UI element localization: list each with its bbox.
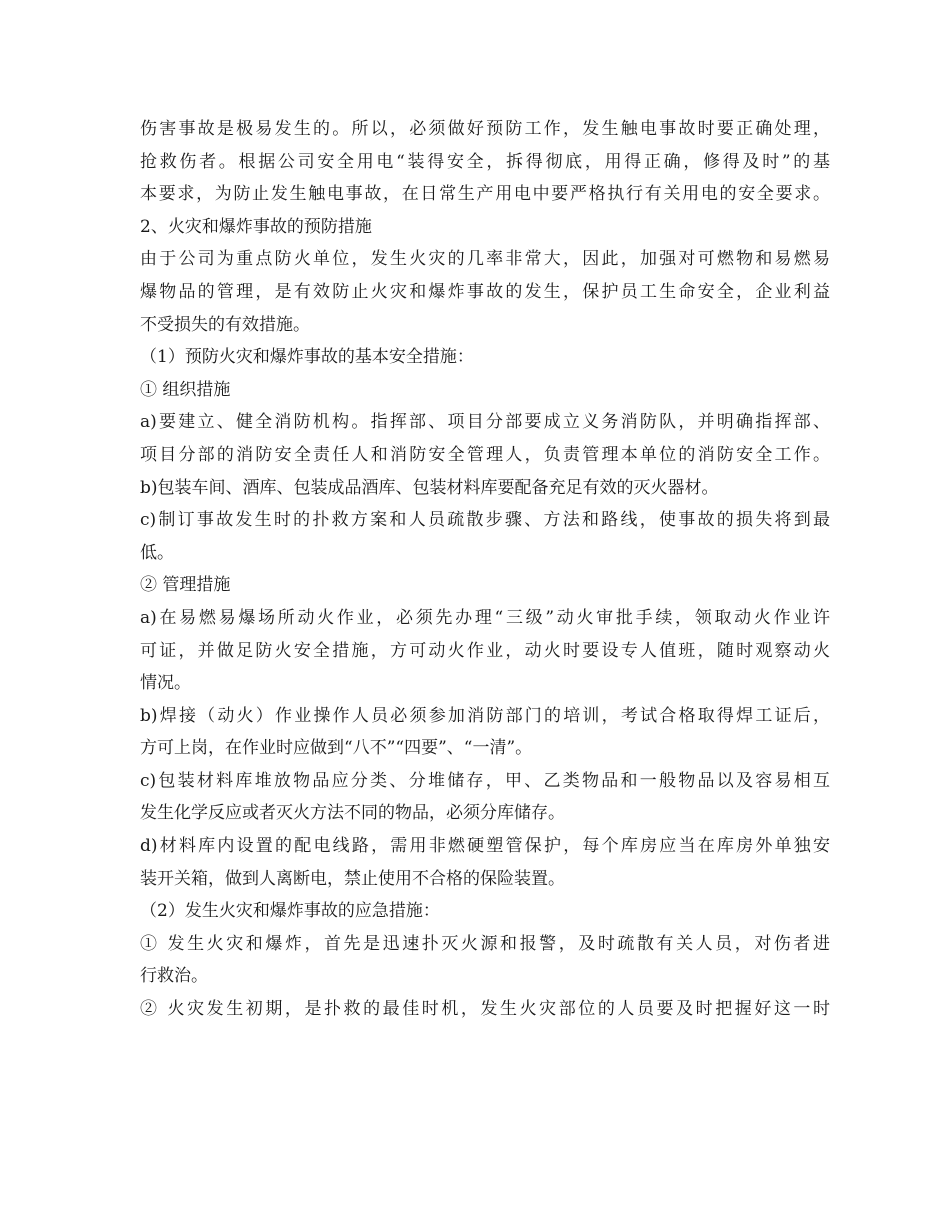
text-line: （2）发生火灾和爆炸事故的应急措施： — [140, 901, 440, 922]
text-line: 不受损失的有效措施。 — [140, 314, 310, 335]
text-line: 由于公司为重点防火单位，发生火灾的几率非常大，因此，加强对可燃物和易燃易 — [140, 249, 830, 270]
text-line: 项目分部的消防安全责任人和消防安全管理人，负责管理本单位的消防安全工作。 — [140, 444, 830, 465]
text-line: ① 发生火灾和爆炸，首先是迅速扑灭火源和报警，及时疏散有关人员，对伤者进 — [140, 933, 830, 954]
text-line: ② 管理措施 — [140, 575, 231, 596]
text-line: c)包装材料库堆放物品应分类、分堆储存，甲、乙类物品和一般物品以及容易相互 — [140, 770, 830, 791]
text-line: 2、火灾和爆炸事故的预防措施 — [140, 216, 372, 237]
text-line: 爆物品的管理，是有效防止火灾和爆炸事故的发生，保护员工生命安全，企业利益 — [140, 281, 830, 302]
text-line: 伤害事故是极易发生的。所以，必须做好预防工作，发生触电事故时要正确处理， — [140, 119, 830, 139]
text-line: 发生化学反应或者灭火方法不同的物品，必须分库储存。 — [140, 803, 565, 824]
text-line: a)要建立、健全消防机构。指挥部、项目分部要成立义务消防队，并明确指挥部、 — [140, 412, 830, 433]
text-line: 本要求，为防止发生触电事故，在日常生产用电中要严格执行有关用电的安全要求。 — [140, 184, 830, 205]
text-line: 低。 — [140, 542, 174, 563]
text-line: 行救治。 — [140, 966, 208, 987]
text-line: 情况。 — [140, 673, 191, 694]
text-line: 可证，并做足防火安全措施，方可动火作业，动火时要设专人值班，随时观察动火 — [140, 640, 830, 661]
text-line: ① 组织措施 — [140, 379, 231, 400]
text-line: a)在易燃易爆场所动火作业，必须先办理“三级”动火审批手续，领取动火作业许 — [140, 607, 830, 628]
text-line: （1）预防火灾和爆炸事故的基本安全措施： — [140, 347, 474, 368]
document-body — [140, 113, 830, 1026]
text-line: ② 火灾发生初期，是扑救的最佳时机，发生火灾部位的人员要及时把握好这一时 — [140, 999, 830, 1020]
text-line: b)焊接（动火）作业操作人员必须参加消防部门的培训，考试合格取得焊工证后， — [140, 705, 830, 726]
text-line: 抢救伤者。根据公司安全用电“装得安全，拆得彻底，用得正确，修得及时”的基 — [140, 151, 830, 172]
text-line: c)制订事故发生时的扑救方案和人员疏散步骤、方法和路线，使事故的损失将到最 — [140, 510, 830, 531]
text-line: 方可上岗，在作业时应做到“八不”“四要”、“一清”。 — [140, 738, 533, 759]
text-line: d)材料库内设置的配电线路，需用非燃硬塑管保护，每个库房应当在库房外单独安 — [140, 836, 830, 857]
text-line: b)包装车间、酒库、包装成品酒库、包装材料库要配备充足有效的灭火器材。 — [140, 477, 719, 498]
text-line: 装开关箱，做到人离断电，禁止使用不合格的保险装置。 — [140, 868, 565, 889]
